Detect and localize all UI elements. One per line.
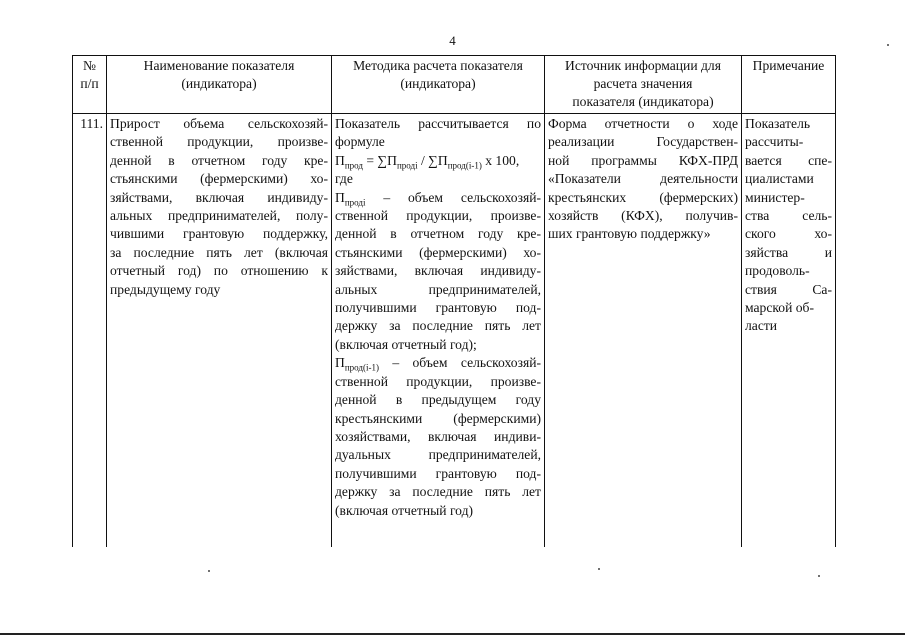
row-number: 111. [73,114,107,548]
stray-mark [887,44,889,46]
page-edge-line [0,633,905,635]
page-number: 4 [449,33,456,48]
indicator-table [72,55,836,547]
table-header-row [73,56,836,114]
header-indicator-name: Наименование показателя (индикатора) [107,56,332,114]
header-source: Источник информации для расчета значения показателя (индикатора) [545,56,742,114]
note: Показатель рассчиты- вается спе- циалистами министер- ства сель- ского хо- зяйства и продоволь- ствия Са- марской об- ласти [742,114,836,548]
formula: $П_{прод} = \sum П_{продi} / \sum П_{прод(i-1)}$ x 100, [335,152,520,171]
header-method: Методика расчета показателя (индикатора) [332,56,545,114]
header-note: Примечание [742,56,836,114]
definition-current: $П_{продi}$ – объем сельскохозяй- [335,189,541,208]
calculation-method: Показатель рассчитывается по формуле $П_{прод} = \sum П_{продi} / \sum П_{прод(i-1)}$ x 100, где $П_{продi}$ – объем сельскохозяй- ственной продукции, произве- денной в отчетном году кре- стьянскими (фермерскими) хо- зяйствами, включая индивиду- альных предпринимателей, получившими грантовую под- держку за последние пять лет (включая отчетный год); $П_{прод(i-1)}$ – объем сельскохозяй- ственной продукции, произве- денной в предыдущем году крестьянскими (фермерскими) хозяйствами, включая индиви- дуальных предпринимателей, получившими грантовую под- держку за последние пять лет (включая отчетный год) [332,114,545,548]
stray-mark [598,568,600,570]
indicator-name: Прирост объема сельскохозяй- ственной продукции, произве- денной в отчетном году кре- стьянскими (фермерскими) хо- зяйствами, включая индивиду- альных предпринимателей, полу- чившими грантовую поддержку, за последние пять лет (включая отчетный год) по отношению к предыдущему году [107,114,332,548]
information-source: Форма отчетности о ходе реализации Государствен- ной программы КФХ-ПРД «Показатели деятельности крестьянских (фермерских) хозяйств (КФХ), получив- ших грантовую поддержку» [545,114,742,548]
header-num: № п/п [73,56,107,114]
stray-mark [818,575,820,577]
table-row [73,114,836,548]
definition-previous: $П_{прод(i-1)}$ – объем сельскохозяй- [335,355,541,373]
stray-mark [208,570,210,572]
